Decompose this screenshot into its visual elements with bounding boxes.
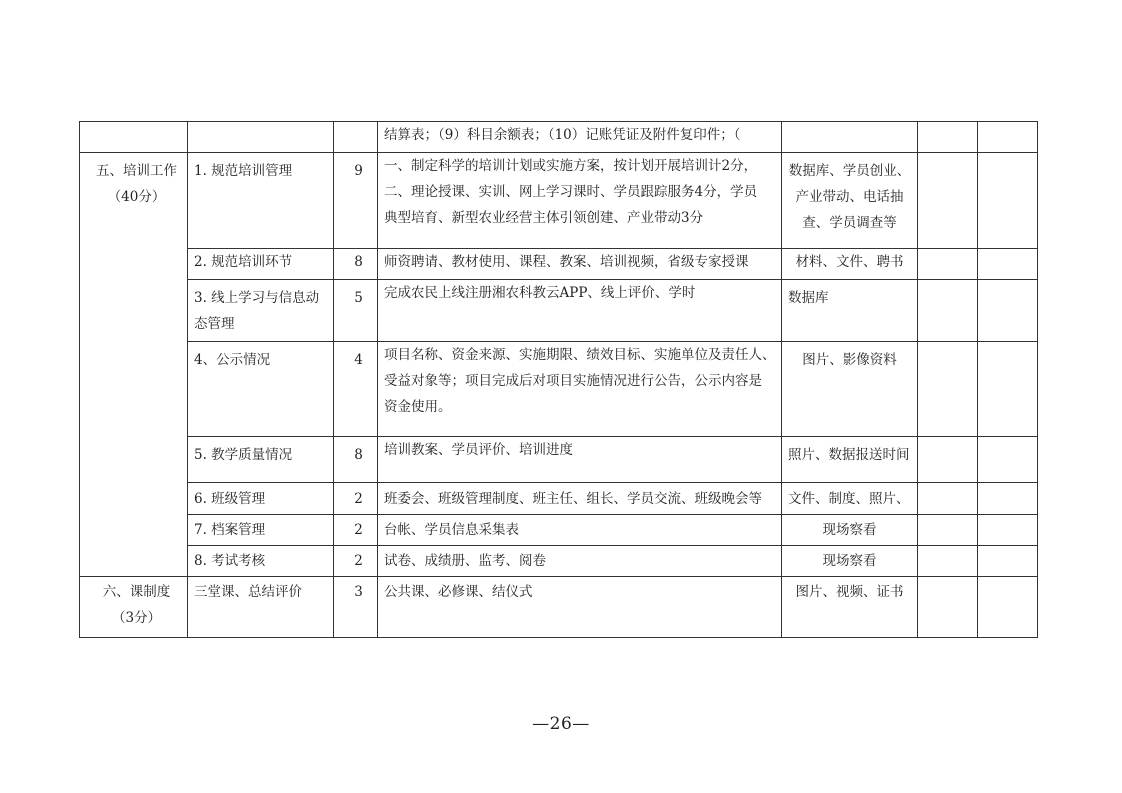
content-line: 项目名称、资金来源、实施期限、绩效目标、实施单位及责任人、 xyxy=(384,347,776,363)
item-cell xyxy=(188,122,334,153)
blank-cell xyxy=(918,342,978,437)
blank-cell xyxy=(918,153,978,249)
category-cell xyxy=(80,577,188,638)
content-cell xyxy=(378,515,782,546)
content-cell xyxy=(378,546,782,577)
category-score: （3分） xyxy=(111,610,162,626)
blank-cell xyxy=(978,483,1038,515)
item-cell: 1. 规范培训管理 xyxy=(188,153,334,249)
table-row xyxy=(80,546,1038,577)
blank-cell xyxy=(918,515,978,546)
blank-cell xyxy=(918,280,978,342)
score-cell: 4 xyxy=(334,342,378,437)
materials-line: 查、学员调查等 xyxy=(802,215,897,231)
blank-cell xyxy=(918,249,978,280)
blank-cell xyxy=(978,546,1038,577)
materials-cell: 照片、数据报送时间 xyxy=(782,437,918,483)
content-cell xyxy=(378,280,782,342)
blank-cell xyxy=(978,249,1038,280)
table-row xyxy=(80,342,1038,437)
materials-cell: 文件、制度、照片、 xyxy=(782,483,918,515)
blank-cell xyxy=(918,483,978,515)
materials-line: 产业带动、电话抽 xyxy=(795,189,904,205)
materials-cell: 数据库 xyxy=(782,280,918,342)
item-cell xyxy=(188,280,334,342)
content-line: 二、理论授课、实训、网上学习课时、学员跟踪服务4分，学员 xyxy=(384,184,758,200)
blank-cell xyxy=(918,546,978,577)
item-line: 态管理 xyxy=(194,316,235,332)
blank-cell xyxy=(978,280,1038,342)
category-title: 六、课制度 xyxy=(102,584,171,600)
evaluation-table xyxy=(79,121,1038,638)
materials-cell: 图片、视频、证书 xyxy=(782,577,918,638)
item-cell: 6. 班级管理 xyxy=(188,483,334,515)
content-line: 一、制定科学的培训计划或实施方案，按计划开展培训计2分， xyxy=(384,158,758,174)
table-row xyxy=(80,577,1038,638)
content-line: 典型培育、新型农业经营主体引领创建、产业带动3分 xyxy=(384,210,704,226)
materials-cell: 现场察看 xyxy=(782,546,918,577)
score-cell: 3 xyxy=(334,577,378,638)
materials-cell xyxy=(782,153,918,249)
score-cell: 8 xyxy=(334,249,378,280)
category-cell xyxy=(80,153,188,577)
content-cell xyxy=(378,153,782,249)
item-cell: 7. 档案管理 xyxy=(188,515,334,546)
item-cell: 三堂课、总结评价 xyxy=(188,577,334,638)
content-line: 培训教案、学员评价、培训进度 xyxy=(384,442,573,458)
materials-cell xyxy=(782,122,918,153)
blank-cell xyxy=(978,437,1038,483)
score-cell: 2 xyxy=(334,546,378,577)
blank-cell xyxy=(978,577,1038,638)
item-cell: 4、公示情况 xyxy=(188,342,334,437)
content-cell xyxy=(378,483,782,515)
table-row xyxy=(80,280,1038,342)
item-line: 3. 线上学习与信息动 xyxy=(194,290,320,306)
content-line: 班委会、班级管理制度、班主任、组长、学员交流、班级晚会等 xyxy=(384,491,762,507)
content-line: 受益对象等；项目完成后对项目实施情况进行公告，公示内容是 xyxy=(384,373,762,389)
category-cell xyxy=(80,122,188,153)
table-row xyxy=(80,483,1038,515)
content-cell xyxy=(378,437,782,483)
blank-cell xyxy=(918,437,978,483)
page-number: —26— xyxy=(532,714,590,734)
content-line: 公共课、必修课、结仪式 xyxy=(384,584,533,600)
blank-cell xyxy=(978,342,1038,437)
materials-cell: 图片、影像资料 xyxy=(782,342,918,437)
table-row xyxy=(80,153,1038,249)
score-cell: 8 xyxy=(334,437,378,483)
category-score: （40分） xyxy=(107,189,166,205)
content-line: 资金使用。 xyxy=(384,399,452,415)
content-line: 台帐、学员信息采集表 xyxy=(384,522,519,538)
table-row xyxy=(80,122,1038,153)
content-cell xyxy=(378,577,782,638)
score-cell xyxy=(334,122,378,153)
materials-cell: 现场察看 xyxy=(782,515,918,546)
blank-cell xyxy=(978,153,1038,249)
content-line: 完成农民上线注册湘农科教云APP、线上评价、学时 xyxy=(384,285,696,301)
content-cell xyxy=(378,122,782,153)
table-row xyxy=(80,437,1038,483)
blank-cell xyxy=(978,515,1038,546)
item-cell: 5. 教学质量情况 xyxy=(188,437,334,483)
table-row xyxy=(80,249,1038,280)
content-cell xyxy=(378,342,782,437)
score-cell: 2 xyxy=(334,483,378,515)
score-cell: 5 xyxy=(334,280,378,342)
score-cell: 9 xyxy=(334,153,378,249)
item-cell: 2. 规范培训环节 xyxy=(188,249,334,280)
item-cell: 8. 考试考核 xyxy=(188,546,334,577)
content-line: 试卷、成绩册、监考、阅卷 xyxy=(384,553,546,569)
blank-cell xyxy=(918,577,978,638)
table-row xyxy=(80,515,1038,546)
blank-cell xyxy=(918,122,978,153)
content-line: 师资聘请、教材使用、课程、教案、培训视频，省级专家授课 xyxy=(384,254,749,270)
content-cell xyxy=(378,249,782,280)
blank-cell xyxy=(978,122,1038,153)
content-line: 结算表；（9）科目余额表；（10）记账凭证及附件复印件；（ xyxy=(384,127,741,143)
materials-cell: 材料、文件、聘书 xyxy=(782,249,918,280)
score-cell: 2 xyxy=(334,515,378,546)
category-title: 五、培训工作 xyxy=(96,163,177,179)
materials-line: 数据库、学员创业、 xyxy=(788,163,911,179)
